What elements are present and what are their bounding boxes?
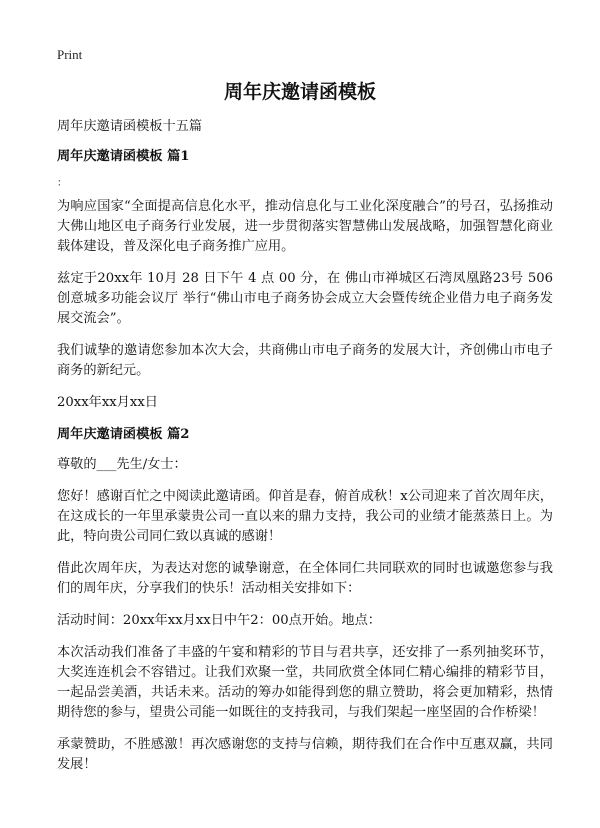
section-2-activity-time: 活动时间：20xx年xx月xx日中午2：00点开始。地点： [57,613,381,628]
section-1-date: 20xx年xx月xx日 [57,395,158,410]
section-2-paragraph-4: 承蒙赞助，不胜感激！再次感谢您的支持与信赖，期待我们在合作中互惠双赢，共同发展！ [57,737,553,772]
document-title: 周年庆邀请函模板 [223,81,376,103]
section-2-paragraph-3: 本次活动我们准备了丰盛的午宴和精彩的节目与君共享，还安排了一系列抽奖环节，大奖连连机会不容错过。让我们欢聚一堂，共同欣赏全体同仁精心编排的精彩节目，一起品尝美酒，共话未来。活动的筹办如能得到您的鼎立赞助，将会更加精彩，热情期待您的参与，望贵公司能一如既往的支持我司，与我们架起一座坚固的合作桥梁！ [57,645,553,720]
section-heading-2: 周年庆邀请函模板 篇2 [57,427,190,442]
section-1-paragraph-3: 我们诚挚的邀请您参加本次大会，共商佛山市电子商务的发展大计，齐创佛山市电子商务的新纪元。 [57,343,553,378]
section-1-paragraph-2: 兹定于20xx年 10月 28 日下午 4 点 00 分，在 佛山市禅城区石湾凤凰路23号 506创意城多功能会议厅 举行“佛山市电子商务协会成立大会暨传统企业借力电子商务发展交流会”。 [57,271,553,326]
section-2-paragraph-1: 您好！感谢百忙之中阅读此邀请函。仰首是春，俯首成秋！x公司迎来了首次周年庆，在这成长的一年里承蒙贵公司一直以来的鼎力支持，我公司的业绩才能蒸蒸日上。为此，特向贵公司同仁致以真诚的感谢！ [57,489,553,544]
section-1-mark: ： [57,178,67,189]
section-1-paragraph-1: 为响应国家“全面提高信息化水平，推动信息化与工业化深度融合”的号召，弘扬推动大佛山地区电子商务行业发展，进一步贯彻落实智慧佛山发展战略，加强智慧化商业载体建设，普及深化电子商务推广应用。 [57,199,553,254]
section-2-salutation: 尊敬的___先生/女士： [57,457,187,472]
document-body [57,117,553,787]
print-link[interactable]: Print [57,47,83,62]
section-2-paragraph-2: 借此次周年庆，为表达对您的诚挚谢意，在全体同仁共同联欢的同时也诚邀您参与我们的周年庆，分享我们的快乐！活动相关安排如下： [57,561,553,596]
document-subtitle: 周年庆邀请函模板十五篇 [57,119,203,134]
section-heading-1: 周年庆邀请函模板 篇1 [57,149,190,164]
